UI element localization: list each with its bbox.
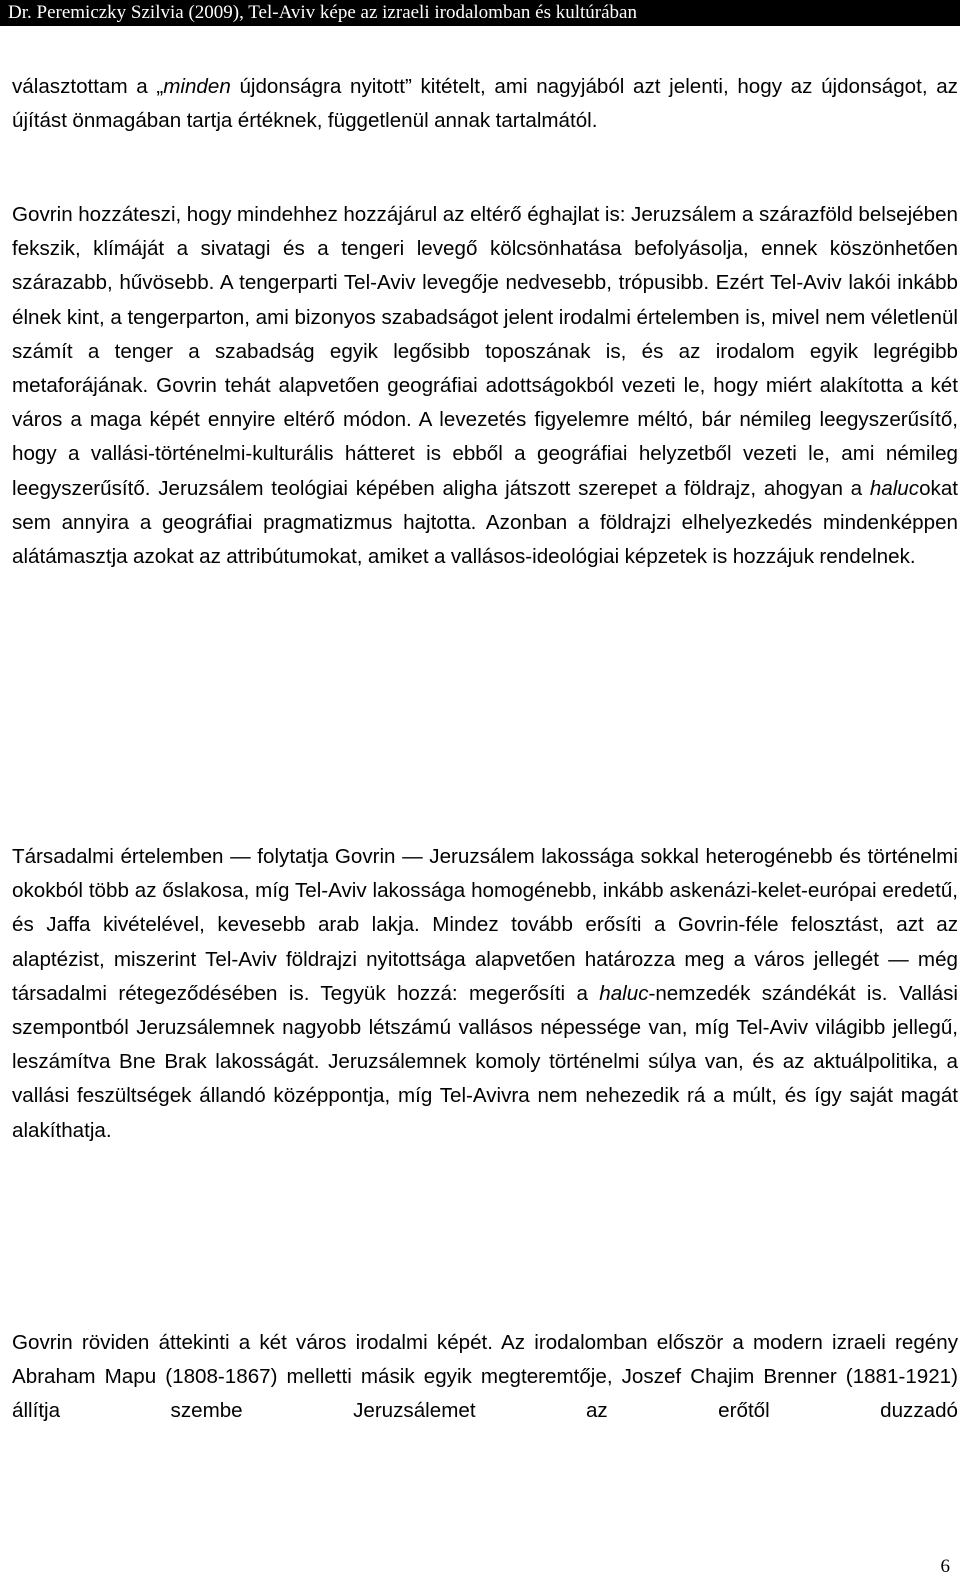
text-segment: Govrin röviden áttekinti a két város irodalmi képét. Az irodalomban először a modern izraeli regény Abraham Mapu (1808-1867) melletti másik egyik megteremtője, Joszef Chajim Brenner (1881-1921) állítja szembe Jeruzsálemet az erőtől duzzadó [12, 1331, 958, 1423]
running-title: Dr. Peremiczky Szilvia (2009), Tel-Aviv képe az izraeli irodalomban és kultúrában [8, 2, 637, 23]
paragraph-1 [12, 70, 958, 138]
text-segment: újdonságra nyitott” kitételt, ami nagyjából azt jelenti, hogy az újdonságot, az újítást önmagában tartja értéknek, függetlenül annak tartalmától. [12, 75, 958, 133]
paragraph-4 [12, 1326, 958, 1429]
running-header [0, 0, 960, 26]
text-segment: Govrin hozzáteszi, hogy mindehhez hozzájárul az eltérő éghajlat is: Jeruzsálem a szárazföld belsejében fekszik, klímáját a sivatagi és a tengeri levegő kölcsönhatása befolyásolja, ennek köszönhetően szárazabb, hűvösebb. A tengerparti Tel-Aviv levegője nedvesebb, trópusibb. Ezért Tel-Aviv lakói inkább élnek kint, a tengerparton, ami bizonyos szabadságot jelent irodalmi értelemben is, mivel nem véletlenül számít a tenger a szabadság egyik legősibb toposzának is, és az irodalom egyik legrégibb metaforájának. Govrin tehát alapvetően geográfiai adottságokból vezeti le, hogy miért alakította a két város a maga képét ennyire eltérő módon. A levezetés figyelemre méltó, bár némileg leegyszerűsítő, hogy a vallási-történelmi-kulturális hátteret is ebből a geográfiai helyzetből vezeti le, ami némileg leegyszerűsítő. Jeruzsálem teológiai képében aligha játszott szerepet a földrajz, ahogyan a [12, 203, 958, 500]
text-segment: Társadalmi értelemben — folytatja Govrin — Jeruzsálem lakossága sokkal heterogénebb és történelmi okokból több az őslakosa, míg Tel-Aviv lakossága homogénebb, inkább askenázi-kelet-európai eredetű, és Jaffa kivételével, kevesebb arab lakja. Mindez tovább erősíti a Govrin-féle felosztást, azt az alaptézist, miszerint Tel-Aviv földrajzi nyitottsága alapvetően határozza meg a város jellegét — még társadalmi rétegeződésében is. Tegyük hozzá: megerősíti a [12, 845, 958, 1005]
italic-segment: haluc [599, 981, 649, 1005]
italic-segment: haluc [869, 476, 920, 500]
paragraph-3 [12, 840, 958, 1148]
text-segment: okat sem annyira a geográfiai pragmatizmus hajtotta. Azonban a földrajzi elhelyezkedés mindenképpen alátámasztja azokat az attribútumokat, amiket a vallásos-ideológiai képzetek is hozzájuk rendelnek. [12, 476, 958, 569]
paragraph-2 [12, 198, 958, 574]
text-segment: választottam a „ [12, 75, 164, 98]
italic-segment: minden [163, 75, 231, 98]
page-number: 6 [940, 1556, 950, 1577]
text-segment: -nemzedék szándékát is. Vallási szempontból Jeruzsálemnek nagyobb létszámú vallásos népessége van, míg Tel-Aviv világibb jellegű, leszámítva Bne Brak lakosságát. Jeruzsálemnek komoly történelmi súlya van, és az aktuálpolitika, a vallási feszültségek állandó középpontja, míg Tel-Avivra nem nehezedik rá a múlt, és így saját magát alakíthatja. [12, 981, 958, 1142]
